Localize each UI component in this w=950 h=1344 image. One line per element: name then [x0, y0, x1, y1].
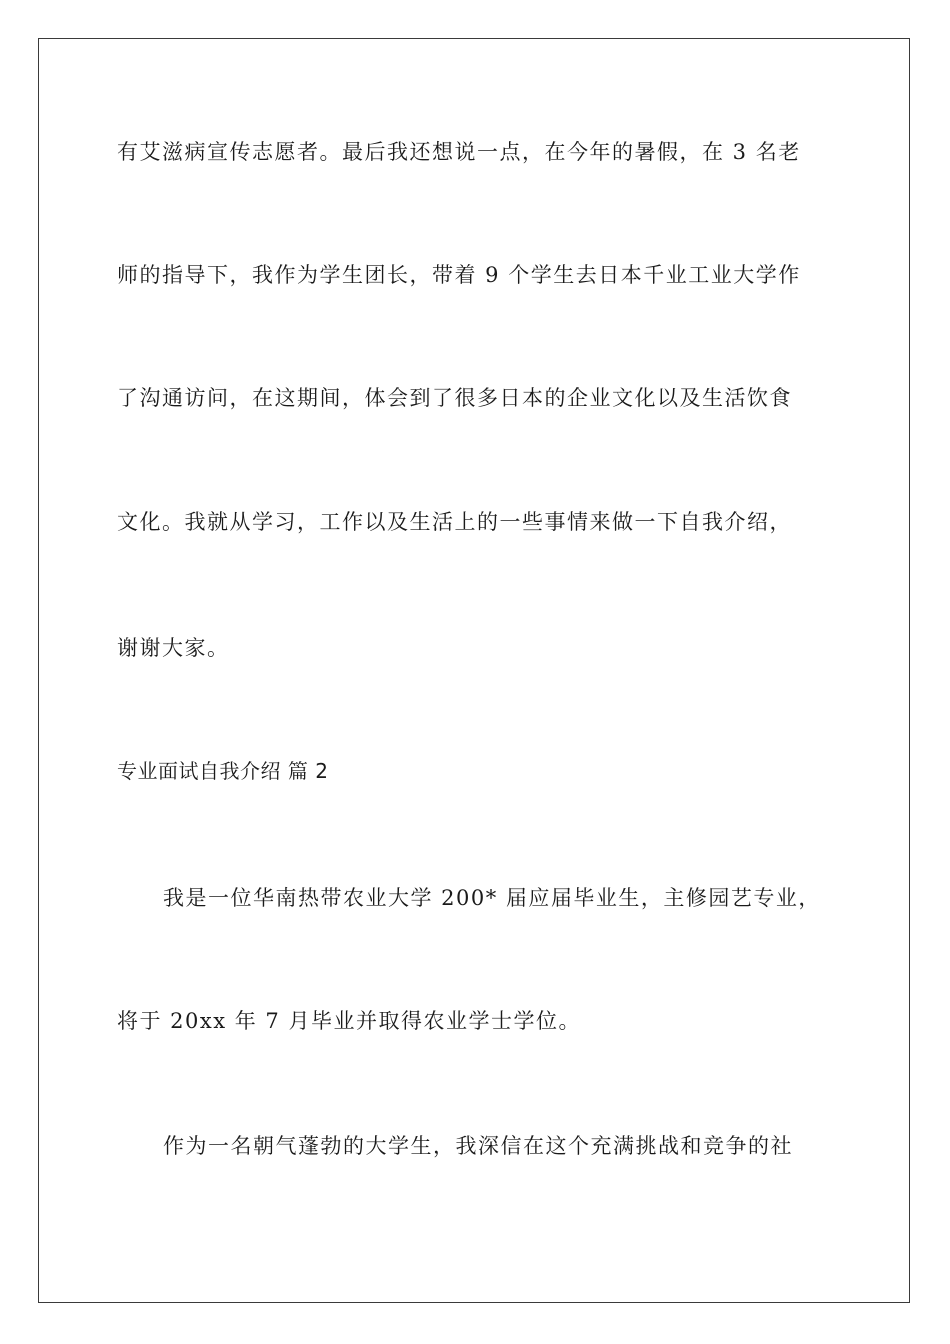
body-text-line: 了沟通访问，在这期间，体会到了很多日本的企业文化以及生活饮食 [117, 386, 792, 410]
body-text-line: 文化。我就从学习，工作以及生活上的一些事情来做一下自我介绍， [117, 510, 792, 534]
body-text-line: 我是一位华南热带农业大学 200* 届应届毕业生，主修园艺专业， [163, 886, 821, 910]
body-text-line: 师的指导下，我作为学生团长，带着 9 个学生去日本千业工业大学作 [117, 263, 801, 287]
body-text-line: 将于 20xx 年 7 月毕业并取得农业学士学位。 [117, 1009, 581, 1033]
body-text-line: 有艾滋病宣传志愿者。最后我还想说一点，在今年的暑假，在 3 名老 [117, 140, 801, 164]
body-text-line: 谢谢大家。 [117, 636, 230, 660]
body-text-line: 作为一名朝气蓬勃的大学生，我深信在这个充满挑战和竞争的社 [163, 1134, 793, 1158]
page-border [38, 38, 910, 1303]
section-heading: 专业面试自我介绍 篇 2 [117, 759, 329, 783]
